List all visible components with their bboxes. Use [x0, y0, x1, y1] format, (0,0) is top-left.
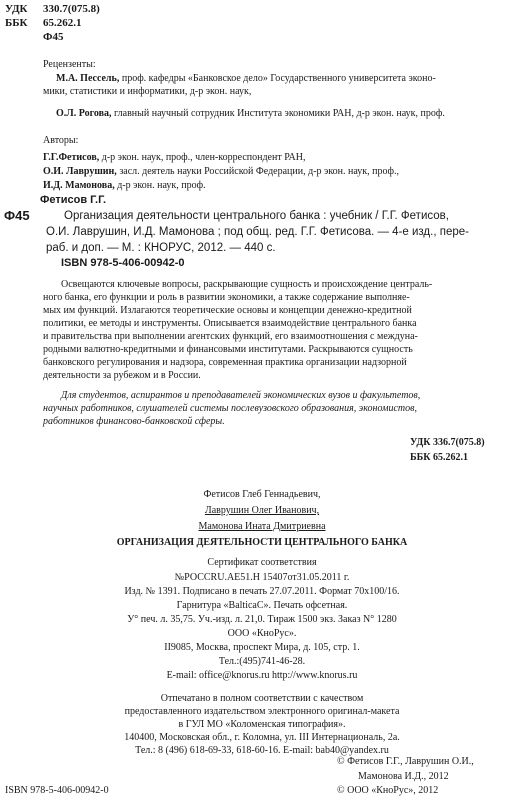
author-mark: Ф45 [43, 31, 64, 43]
annotation-line-1: Освещаются ключевые вопросы, раскрывающие сущность и происхождение централь- [61, 279, 433, 290]
colophon-line-3: Гарнитура «BalticaC». Печать офсетная. [176, 600, 348, 611]
bottom-bbk: ББК 65.262.1 [410, 452, 468, 463]
colophon-line-2: Изд. № 1391. Подписано в печать 27.07.2011. Формат 70x100/16. [124, 586, 400, 597]
annotation-line-5: и правительства при выполнении агентских функций, его взаимоотношения с междуна- [43, 331, 418, 342]
bbk-label: ББК [5, 17, 28, 29]
audience-line-3: работников финансово-банковской сферы. [43, 416, 225, 427]
annotation-line-3: мых им функций. Излагаются теоретические основы и концепции денежно-кредитной [43, 305, 412, 316]
reviewer-2 [56, 108, 445, 120]
print-line-5: Тел.: 8 (496) 618-69-33, 618-60-16. E-mail: bab40@yandex.ru [135, 745, 389, 756]
catalog-isbn: ISBN 978-5-406-00942-0 [61, 257, 185, 269]
annotation-line-6: родными валютно-кредитными и финансовыми институтами. Раскрываются сущность [43, 344, 413, 355]
reviewer-name: О.Л. Рогова, [56, 108, 112, 119]
author-3 [43, 180, 206, 192]
reviewer-text: проф. кафедры «Банковское дело» Государственного университета эконо- [119, 73, 436, 84]
colophon-line-6: II9085, Москва, проспект Мира, д. 105, стр. 1. [164, 642, 360, 653]
print-line-1: Отпечатано в полном соответствии с качеством [160, 693, 364, 704]
catalog-line-2: О.И. Лаврушин, И.Д. Мамонова ; под общ. ред. Г.Г. Фетисова. — 4-е изд., пере- [46, 226, 469, 238]
print-line-4: 140400, Московская обл., г. Коломна, ул. III Интернациональ, 2а. [124, 732, 400, 743]
reviewer-name: М.А. Пессель, [56, 73, 120, 84]
catalog-mark: Ф45 [4, 208, 30, 223]
annotation-line-4: политики, ее методы и инструменты. Описывается взаимодействие центрального банка [43, 318, 417, 329]
print-line-2: предоставленного издательством электронного оригинал-макета [124, 706, 400, 717]
colophon-author-1: Фетисов Глеб Геннадьевич, [203, 489, 321, 500]
copyright-line-2: Мамонова И.Д., 2012 [358, 771, 449, 782]
colophon-author-2: Лаврушин Олег Иванович, [204, 505, 320, 516]
bottom-udk: УДК 336.7(075.8) [410, 437, 485, 448]
copyright-line-1: © Фетисов Г.Г., Лаврушин О.И., [337, 756, 474, 767]
author-text: засл. деятель науки Российской Федерации, д-р экон. наук, проф., [116, 166, 399, 177]
reviewer-text: главный научный сотрудник Института экономики РАН, д-р экон. наук, проф. [111, 108, 445, 119]
annotation-line-7: банковского регулирования и надзора, современная практика организации надзорной [43, 357, 407, 368]
colophon-author-3: Мамонова Ината Дмитриевна [198, 521, 326, 532]
colophon-line-5: ООО «КноРус». [227, 628, 297, 639]
author-text: д-р экон. наук, проф. [114, 180, 206, 191]
bbk-value: 65.262.1 [43, 17, 82, 29]
colophon-line-1: №РОССRU.АЕ51.Н 15407от31.05.2011 г. [174, 572, 350, 583]
colophon-cert-heading: Сертификат соответствия [207, 557, 317, 568]
author-name: Г.Г.Фетисов, [43, 152, 100, 163]
authors-heading: Авторы: [43, 135, 79, 146]
catalog-line-1: Организация деятельности центрального банка : учебник / Г.Г. Фетисов, [64, 210, 449, 222]
colophon-line-4: У° печ. л. 35,75. Уч.-изд. л. 21,0. Тираж 1500 экз. Заказ N° 1280 [127, 614, 397, 625]
annotation-line-8: деятельности за рубежом и в России. [43, 370, 201, 381]
udk-label: УДК [5, 3, 28, 15]
annotation-line-2: ного банка, его функции и роль в развитии экономики, а также содержание выполняе- [43, 292, 410, 303]
catalog-line-3: раб. и доп. — М. : КНОРУС, 2012. — 440 с. [46, 242, 276, 254]
colophon-line-7: Тел.:(495)741-46-28. [218, 656, 306, 667]
author-name: О.И. Лаврушин, [43, 166, 117, 177]
author-name: И.Д. Мамонова, [43, 180, 115, 191]
author-1 [43, 152, 305, 164]
reviewer-1 [56, 73, 436, 85]
colophon-line-8: E-mail: office@knorus.ru http://www.knorus.ru [166, 670, 358, 681]
colophon-title: ОРГАНИЗАЦИЯ ДЕЯТЕЛЬНОСТИ ЦЕНТРАЛЬНОГО БАНКА [116, 537, 408, 548]
reviewers-heading: Рецензенты: [43, 59, 96, 70]
reviewer-1-cont: мики, статистики и информатики, д-р экон. наук, [43, 86, 252, 97]
author-text: д-р экон. наук, проф., член-корреспондент РАН, [99, 152, 306, 163]
audience-line-1: Для студентов, аспирантов и преподавателей экономических вузов и факультетов, [61, 390, 421, 401]
print-line-3: в ГУЛ МО «Коломенская типография». [178, 719, 346, 730]
udk-value: 330.7(075.8) [43, 3, 100, 15]
copyright-isbn: ISBN 978-5-406-00942-0 [5, 785, 109, 796]
copyright-line-3: © ООО «КноРус», 2012 [337, 785, 439, 796]
author-2 [43, 166, 399, 178]
audience-line-2: научных работников, слушателей системы послевузовского образования, экономистов, [43, 403, 417, 414]
catalog-main-author: Фетисов Г.Г. [40, 194, 106, 206]
